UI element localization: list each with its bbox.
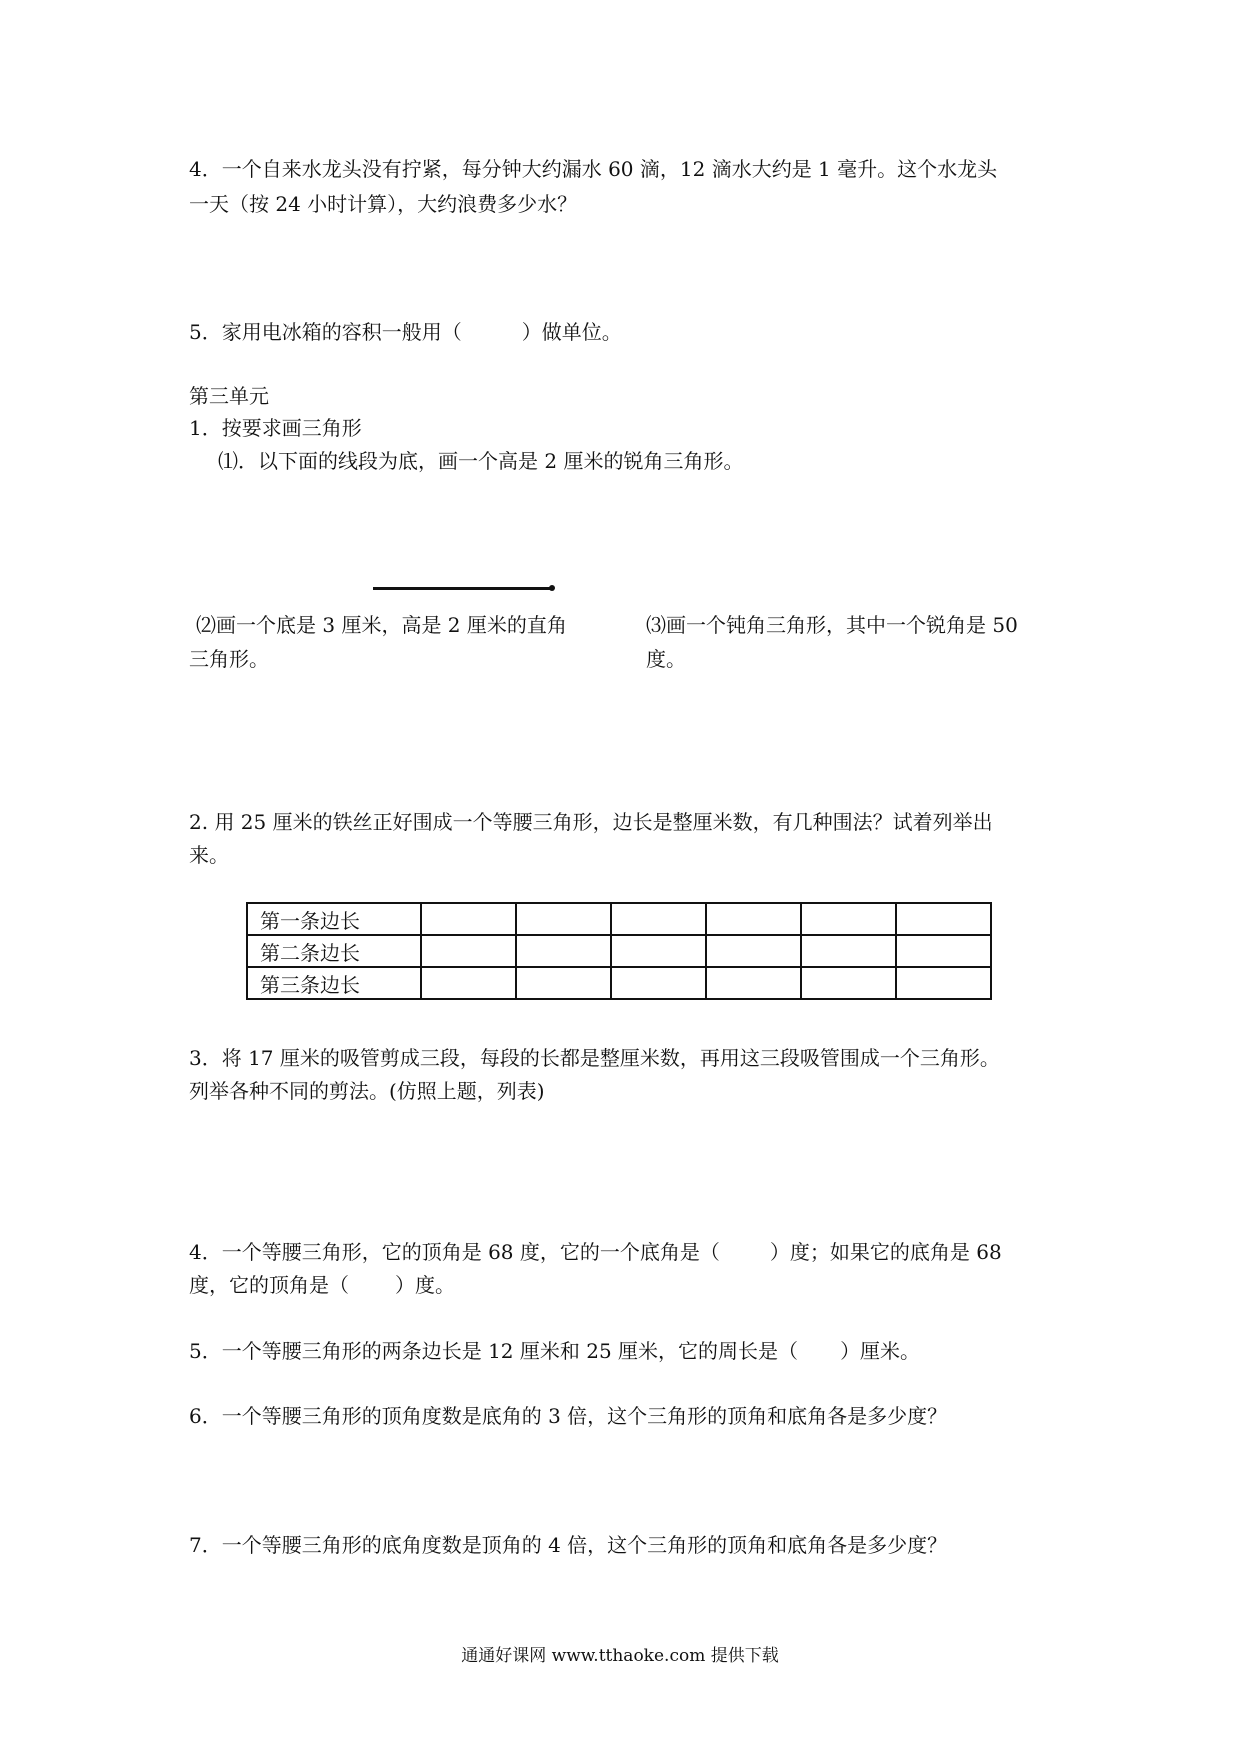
question-4-line-2: 一天（按 24 小时计算），大约浪费多少水？ bbox=[189, 192, 578, 216]
question-5-text-before: 5．家用电冰箱的容积一般用（ bbox=[189, 320, 462, 344]
unit-3-question-1-sub-3-line-1: ⑶画一个钝角三角形，其中一个锐角是 50 bbox=[646, 613, 1018, 637]
table-cell bbox=[896, 935, 991, 967]
unit-3-question-1-sub-1: ⑴．以下面的线段为底，画一个高是 2 厘米的锐角三角形。 bbox=[218, 449, 744, 473]
table-row bbox=[247, 935, 991, 967]
table-cell bbox=[611, 903, 706, 935]
table-cell bbox=[421, 935, 516, 967]
question-4-text-b: ）度；如果它的底角是 68 bbox=[769, 1240, 1002, 1264]
unit-3-question-4-line-2 bbox=[189, 1275, 455, 1295]
table-cell bbox=[801, 967, 896, 999]
page-footer: 通通好课网 www.tthaoke.com 提供下载 bbox=[461, 1646, 779, 1666]
unit-3-question-2-line-1: 2. 用 25 厘米的铁丝正好围成一个等腰三角形，边长是整厘米数，有几种围法？试着列举出 bbox=[189, 810, 993, 834]
unit-3-question-6: 6．一个等腰三角形的顶角度数是底角的 3 倍，这个三角形的顶角和底角各是多少度？ bbox=[189, 1404, 948, 1428]
table-row-label: 第二条边长 bbox=[247, 935, 421, 967]
table-cell bbox=[896, 967, 991, 999]
unit-3-question-3-line-2: 列举各种不同的剪法。(仿照上题，列表) bbox=[189, 1079, 545, 1103]
table-row bbox=[247, 967, 991, 999]
unit-3-question-1-sub-2-line-2: 三角形。 bbox=[189, 647, 269, 671]
base-line-segment-endpoint bbox=[549, 585, 555, 591]
table-cell bbox=[801, 903, 896, 935]
question-4-text-a: 4．一个等腰三角形，它的顶角是 68 度，它的一个底角是（ bbox=[189, 1240, 720, 1264]
unit-3-question-2-line-2: 来。 bbox=[189, 843, 229, 867]
question-5-text-a: 5．一个等腰三角形的两条边长是 12 厘米和 25 厘米，它的周长是（ bbox=[189, 1339, 799, 1363]
question-5-text-b: ）厘米。 bbox=[840, 1339, 921, 1363]
unit-3-question-5 bbox=[189, 1341, 920, 1361]
base-line-segment bbox=[373, 587, 551, 590]
unit-3-question-3-line-1: 3．将 17 厘米的吸管剪成三段，每段的长都是整厘米数，再用这三段吸管围成一个三角形。 bbox=[189, 1046, 1000, 1070]
question-4-text-c: 度，它的顶角是（ bbox=[189, 1273, 349, 1297]
question-5-text-after: ）做单位。 bbox=[521, 320, 622, 344]
unit-3-question-7: 7．一个等腰三角形的底角度数是顶角的 4 倍，这个三角形的顶角和底角各是多少度？ bbox=[189, 1533, 948, 1557]
question-4-line-1: 4．一个自来水龙头没有拧紧，每分钟大约漏水 60 滴，12 滴水大约是 1 毫升。这个水龙头 bbox=[189, 157, 998, 181]
table-cell bbox=[516, 903, 611, 935]
unit-3-question-1-title: 1．按要求画三角形 bbox=[189, 416, 362, 440]
question-4-text-d: ）度。 bbox=[395, 1273, 455, 1297]
table-cell bbox=[516, 967, 611, 999]
table-cell bbox=[706, 935, 801, 967]
table-row-label: 第三条边长 bbox=[247, 967, 421, 999]
table-cell bbox=[421, 903, 516, 935]
unit-3-question-1-sub-2-line-1: ⑵画一个底是 3 厘米，高是 2 厘米的直角 bbox=[196, 613, 567, 637]
side-length-table bbox=[246, 902, 992, 1000]
unit-3-question-4-line-1 bbox=[189, 1242, 1002, 1262]
table-cell bbox=[611, 967, 706, 999]
table-row-label: 第一条边长 bbox=[247, 903, 421, 935]
unit-3-heading: 第三单元 bbox=[189, 384, 269, 408]
table-cell bbox=[801, 935, 896, 967]
table-cell bbox=[421, 967, 516, 999]
table-cell bbox=[611, 935, 706, 967]
table-cell bbox=[706, 967, 801, 999]
table-row bbox=[247, 903, 991, 935]
table-cell bbox=[896, 903, 991, 935]
unit-3-question-1-sub-3-line-2: 度。 bbox=[646, 647, 686, 671]
question-5-fridge bbox=[189, 322, 622, 342]
table-cell bbox=[706, 903, 801, 935]
table-cell bbox=[516, 935, 611, 967]
